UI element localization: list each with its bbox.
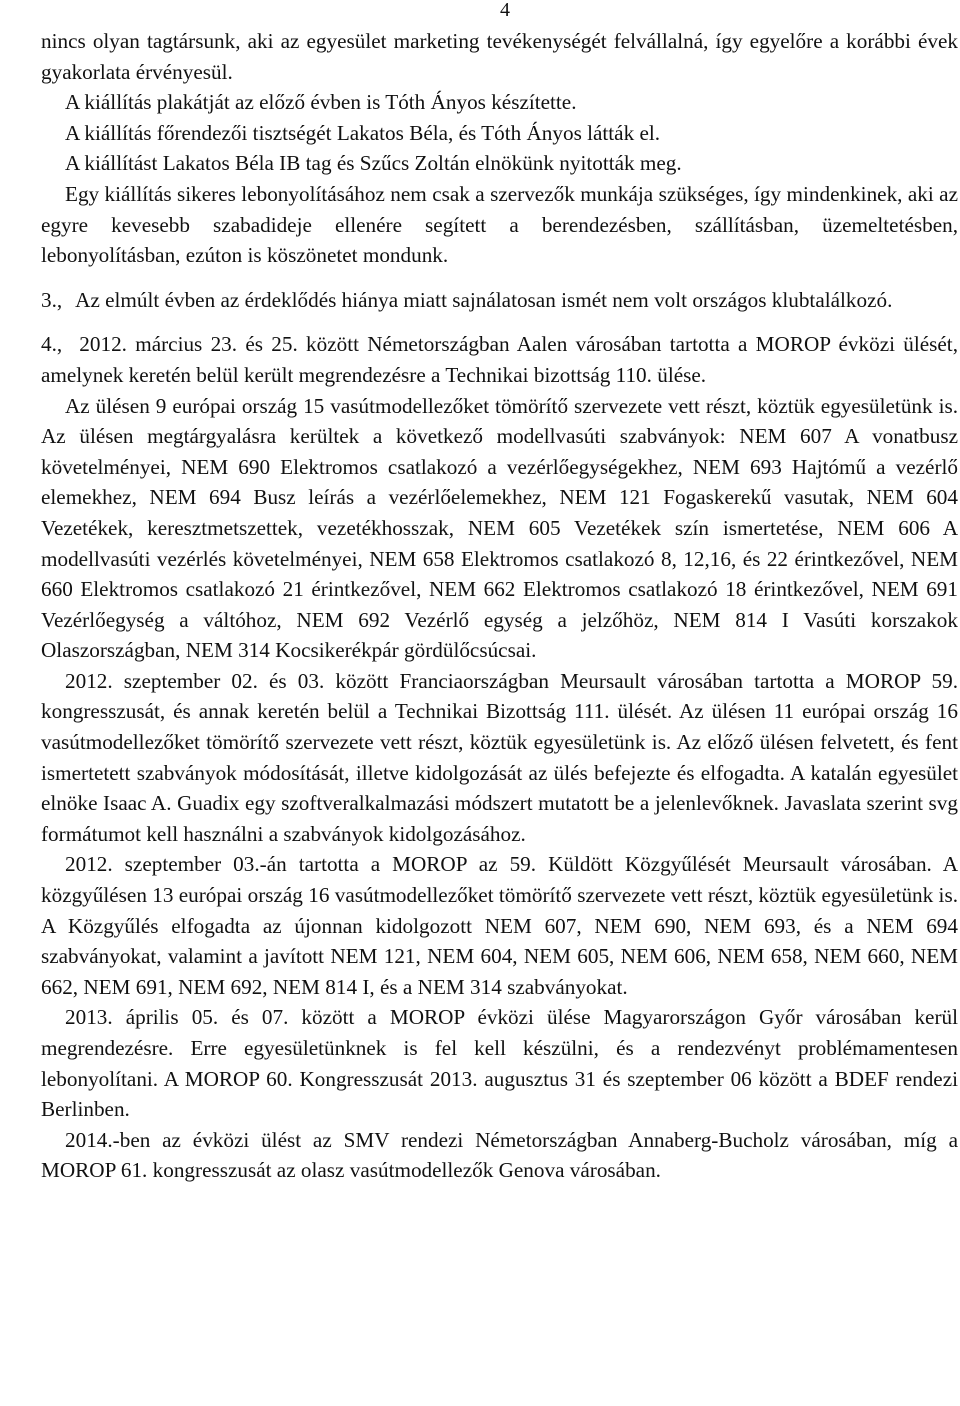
paragraph-gyor-2013: 2013. április 05. és 07. között a MOROP évközi ülése Magyarországon Győr városában kerül megrendezésre. Erre egyesületünknek is fel kell készülni, és a rendezvényt problémamentesen lebonyolítani. A MOROP 60. Kongresszusát 2013. augusztus 31 és szeptember 06 között a BDEF rendezi Berlinben. bbox=[41, 1005, 958, 1122]
paragraph-poster: A kiállítás plakátját az előző évben is Tóth Ányos készítette. bbox=[65, 90, 577, 115]
paragraph-marketing: nincs olyan tagtársunk, aki az egyesület marketing tevékenységét felvállalná, így egyelőre a korábbi évek gyakorlata érvényesül. bbox=[41, 29, 958, 84]
item-number: 4., bbox=[41, 332, 63, 357]
paragraph-organizers: A kiállítás főrendezői tisztségét Lakatos Béla, és Tóth Ányos látták el. bbox=[65, 120, 661, 145]
item-text: 2012. március 23. és 25. között Németországban Aalen városában tartotta a MOROP évközi ülését, amelynek keretén belül került megrendezésre a Technikai bizottság 110. ülése. bbox=[41, 332, 958, 387]
document-body bbox=[41, 26, 958, 1186]
item-text: Az elmúlt évben az érdeklődés hiánya miatt sajnálatosan ismét nem volt országos klubtalálkozó. bbox=[75, 287, 893, 312]
paragraph-general-assembly: 2012. szeptember 03.-án tartotta a MOROP az 59. Küldött Közgyűlését Meursault városában. A közgyűlésen 13 európai ország 16 vasútmodellezőket tömörítő szervezete vett részt, köztük egyesületünk is. A Közgyűlés elfogadta az újonnan kidolgozott NEM 607, NEM 690, NEM 693, és a NEM 694 szabványokat, valamint a javított NEM 121, NEM 604, NEM 605, NEM 606, NEM 658, NEM 660, NEM 662, NEM 691, NEM 692, NEM 814 I, és a NEM 314 szabványokat. bbox=[41, 852, 958, 999]
paragraph-2014: 2014.-ben az évközi ülést az SMV rendezi Németországban Annaberg-Bucholz városában, míg a MOROP 61. kongresszusát az olasz vasútmodellezők Genova városában. bbox=[41, 1127, 958, 1183]
item-number: 3., bbox=[41, 287, 63, 312]
paragraph-item-3 bbox=[41, 285, 958, 316]
paragraph-standards-110: Az ülésen 9 európai ország 15 vasútmodellezőket tömörítő szervezete vett részt, köztük egyesületünk is. Az ülésen megtárgyalásra kerültek a következő modellvasúti szabványok: NEM 607 A vonatbusz követelményei, NEM 690 Elektromos csatlakozó a vezérlőegységekhez, NEM 693 Hajtómű a vezérlő elemekhez, NEM 694 Busz leírás a vezérlőelemekhez, NEM 121 Fogaskerekű vasutak, NEM 604 Vezetékek, keresztmetszettek, vezetékhosszak, NEM 605 Vezetékek szín ismertetése, NEM 606 A modellvasúti vezérlés követelményei, NEM 658 Elektromos csatlakozó 8, 12,16, és 22 érintkezővel, NEM 660 Elektromos csatlakozó 21 érintkezővel, NEM 662 Elektromos csatlakozó 18 érintkezővel, NEM 691 Vezérlőegység a váltóhoz, NEM 692 Vezérlő egység a jelzőhöz, NEM 814 I Vasúti korszakok Olaszországban, NEM 314 Kocsikerékpár gördülőcsúcsai. bbox=[41, 393, 958, 663]
page-number: 4 bbox=[500, 0, 510, 21]
paragraph-item-4 bbox=[41, 329, 958, 390]
paragraph-opening: A kiállítást Lakatos Béla IB tag és Szűcs Zoltán elnökünk nyitották meg. bbox=[65, 151, 682, 176]
paragraph-thanks: Egy kiállítás sikeres lebonyolításához nem csak a szervezők munkája szükséges, így mindenkinek, aki az egyre kevesebb szabadideje ellenére segített a berendezésben, szállításban, üzemeltetésben, lebonyolításban, ezúton is köszönetet mondunk. bbox=[41, 181, 958, 268]
paragraph-congress-59: 2012. szeptember 02. és 03. között Franciaországban Meursault városában tartotta a MOROP 59. kongresszusát, és annak keretén belül a Technikai Bizottság 111. ülését. Az ülésen 11 európai ország 16 vasútmodellezőket tömörítő szervezete vett részt, köztük egyesületünk is. Az előző ülésen felvetett, és fent ismertetett szabványok módosítását, illetve kidolgozását az ülés befejezte és elfogadta. A katalán egyesület elnöke Isaac A. Guadix egy szoftveralkalmazási módszert mutatott be a jelenlevőknek. Javaslata szerint svg formátumot kell használni a szabványok kidolgozásához. bbox=[41, 668, 958, 846]
